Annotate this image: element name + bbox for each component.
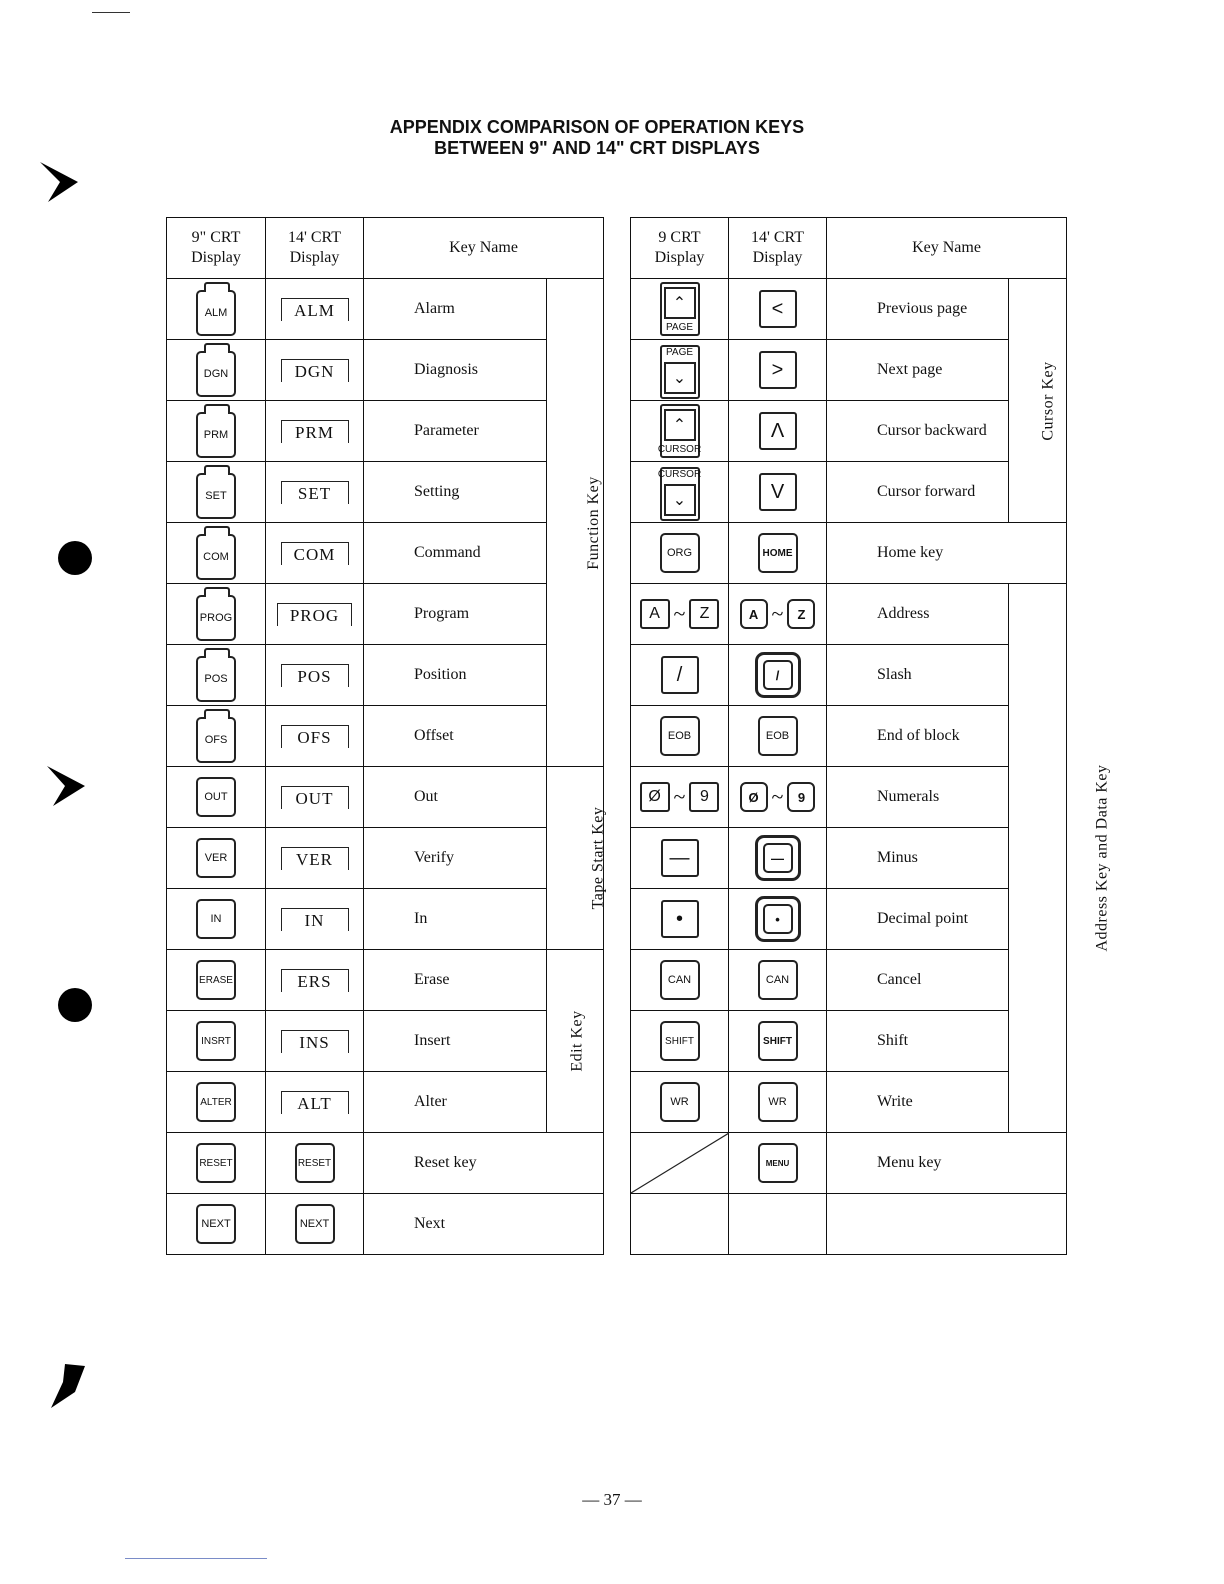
table-row xyxy=(631,767,1067,828)
key-14-reset: RESET xyxy=(295,1143,335,1183)
key-14-prog: PROG xyxy=(277,603,352,626)
footer-rule xyxy=(125,1558,267,1559)
key-9-ofs: OFS xyxy=(196,717,236,763)
table-row xyxy=(631,1072,1067,1133)
key-name: In xyxy=(364,889,547,950)
key-14-cursor-back: Λ xyxy=(759,412,797,450)
page-down-key-9: PAGE ⌄ xyxy=(660,345,700,399)
key-name: Menu key xyxy=(827,1133,1067,1194)
key-14-address-range: A ~ Z xyxy=(740,599,816,629)
table-row xyxy=(167,1011,604,1072)
table-row xyxy=(631,584,1067,645)
key-14-minus: — xyxy=(755,835,801,881)
right-key-table xyxy=(630,217,1111,1255)
table-row xyxy=(167,1194,604,1255)
key-name: Write xyxy=(827,1072,1009,1133)
empty-cell xyxy=(827,1194,1067,1255)
table-row xyxy=(631,1011,1067,1072)
key-14-ver: VER xyxy=(281,847,349,870)
key-name: Out xyxy=(364,767,547,828)
group-cursor-key: Cursor Key xyxy=(1009,279,1067,523)
key-9-next: NEXT xyxy=(196,1204,236,1244)
key-9-address-range: A ~ Z xyxy=(640,599,720,629)
key-9-prog: PROG xyxy=(196,595,236,641)
key-9-prm: PRM xyxy=(196,412,236,458)
key-14-prm: PRM xyxy=(281,420,349,443)
table-row xyxy=(631,828,1067,889)
key-name: Slash xyxy=(827,645,1009,706)
chevron-bullet-icon xyxy=(45,1362,89,1412)
title-line-2: BETWEEN 9" AND 14" CRT DISPLAYS xyxy=(434,138,760,158)
key-14-home: HOME xyxy=(758,533,798,573)
group-tape-start-key: Tape Start Key xyxy=(547,767,604,950)
key-14-eob: EOB xyxy=(758,716,798,756)
key-9-slash: / xyxy=(661,656,699,694)
down-arrow-icon: ⌄ xyxy=(664,362,696,394)
group-function-key: Function Key xyxy=(547,279,604,767)
key-name: Position xyxy=(364,645,547,706)
group-address-data-key: Address Key and Data Key xyxy=(1009,584,1067,1133)
up-arrow-icon: ⌃ xyxy=(664,287,696,319)
table-row xyxy=(167,950,604,1011)
header-14crt: 14' CRT Display xyxy=(266,218,364,279)
key-9-numeral-range: Ø ~ 9 xyxy=(640,782,720,812)
header-9crt: 9" CRT Display xyxy=(167,218,266,279)
key-name: Parameter xyxy=(364,401,547,462)
key-name: Shift xyxy=(827,1011,1009,1072)
key-9-minus: — xyxy=(661,839,699,877)
header-key-name: Key Name xyxy=(364,218,604,279)
key-name: Alarm xyxy=(364,279,547,340)
left-key-table xyxy=(166,217,607,1255)
table-row xyxy=(167,340,604,401)
table-row xyxy=(631,462,1067,523)
key-14-decimal: • xyxy=(755,896,801,942)
page-number: — 37 — xyxy=(582,1490,642,1509)
key-9-in: IN xyxy=(196,899,236,939)
key-name: End of block xyxy=(827,706,1009,767)
key-9-can: CAN xyxy=(660,960,700,1000)
key-name: Insert xyxy=(364,1011,547,1072)
key-14-next: NEXT xyxy=(295,1204,335,1244)
key-name: Minus xyxy=(827,828,1009,889)
down-arrow-icon: ⌄ xyxy=(664,484,696,516)
page-up-key-9: ⌃ PAGE xyxy=(660,282,700,336)
key-9-erase: ERASE xyxy=(196,960,236,1000)
table-row xyxy=(631,523,1067,584)
cursor-down-key-9: CURSOR ⌄ xyxy=(660,467,700,521)
dot-bullet-icon xyxy=(58,541,92,575)
empty-cell xyxy=(631,1194,729,1255)
table-row xyxy=(167,1133,604,1194)
key-name: Offset xyxy=(364,706,547,767)
key-name: Decimal point xyxy=(827,889,1009,950)
table-row xyxy=(167,645,604,706)
key-name: Alter xyxy=(364,1072,547,1133)
cursor-up-key-9: ⌃ CURSOR xyxy=(660,404,700,458)
key-9-reset: RESET xyxy=(196,1143,236,1183)
key-name: Previous page xyxy=(827,279,1009,340)
key-name: Address xyxy=(827,584,1009,645)
key-14-menu: MENU xyxy=(758,1143,798,1183)
chevron-bullet-icon xyxy=(38,160,82,204)
key-9-insrt: INSRT xyxy=(196,1021,236,1061)
chevron-bullet-icon xyxy=(45,764,89,808)
key-14-wr: WR xyxy=(758,1082,798,1122)
key-9-decimal: • xyxy=(661,900,699,938)
key-name: Command xyxy=(364,523,547,584)
key-14-alt: ALT xyxy=(281,1091,349,1114)
key-14-in: IN xyxy=(281,908,349,931)
key-9-wr: WR xyxy=(660,1082,700,1122)
header-key-name: Key Name xyxy=(827,218,1067,279)
header-14crt: 14' CRT Display xyxy=(729,218,827,279)
key-14-slash: / xyxy=(755,652,801,698)
key-name: Diagnosis xyxy=(364,340,547,401)
header-9crt: 9 CRT Display xyxy=(631,218,729,279)
key-9-alm: ALM xyxy=(196,290,236,336)
table-row xyxy=(167,401,604,462)
key-14-ers: ERS xyxy=(281,969,349,992)
key-14-numeral-range: Ø ~ 9 xyxy=(740,782,816,812)
key-9-set: SET xyxy=(196,473,236,519)
table-row xyxy=(631,340,1067,401)
group-edit-key: Edit Key xyxy=(547,950,604,1133)
up-arrow-icon: ⌃ xyxy=(664,409,696,441)
table-row xyxy=(631,889,1067,950)
key-9-shift: SHIFT xyxy=(660,1021,700,1061)
table-row xyxy=(631,706,1067,767)
key-9-pos: POS xyxy=(196,656,236,702)
key-name: Reset key xyxy=(364,1133,604,1194)
key-name: Home key xyxy=(827,523,1067,584)
diagonal-strike-icon xyxy=(631,1133,729,1193)
key-9-alter: ALTER xyxy=(196,1082,236,1122)
key-9-out: OUT xyxy=(196,777,236,817)
table-row xyxy=(631,1194,1067,1255)
key-name: Next page xyxy=(827,340,1009,401)
key-14-next-page: > xyxy=(759,351,797,389)
table-row xyxy=(631,279,1067,340)
table-row xyxy=(167,767,604,828)
key-9-dgn: DGN xyxy=(196,351,236,397)
table-row xyxy=(167,584,604,645)
key-9-ver: VER xyxy=(196,838,236,878)
table-row xyxy=(167,279,604,340)
table-row xyxy=(167,523,604,584)
table-row xyxy=(631,1133,1067,1194)
key-name: Cursor forward xyxy=(827,462,1009,523)
table-row xyxy=(167,828,604,889)
table-row xyxy=(631,950,1067,1011)
key-9-eob: EOB xyxy=(660,716,700,756)
key-14-prev-page: < xyxy=(759,290,797,328)
scan-mark xyxy=(92,12,130,13)
key-name: Verify xyxy=(364,828,547,889)
key-name: Program xyxy=(364,584,547,645)
key-14-out: OUT xyxy=(281,786,349,809)
key-14-ins: INS xyxy=(281,1030,349,1053)
key-name: Cursor backward xyxy=(827,401,1009,462)
dot-bullet-icon xyxy=(58,988,92,1022)
key-14-pos: POS xyxy=(281,664,349,687)
table-row xyxy=(631,401,1067,462)
key-name: Numerals xyxy=(827,767,1009,828)
table-row xyxy=(167,706,604,767)
key-14-set: SET xyxy=(281,481,349,504)
key-14-dgn: DGN xyxy=(281,359,349,382)
empty-cell xyxy=(729,1194,827,1255)
key-9-none xyxy=(631,1133,729,1194)
key-name: Next xyxy=(364,1194,604,1255)
key-14-com: COM xyxy=(281,542,349,565)
key-name: Cancel xyxy=(827,950,1009,1011)
title-line-1: APPENDIX COMPARISON OF OPERATION KEYS xyxy=(389,117,805,137)
key-14-can: CAN xyxy=(758,960,798,1000)
key-14-cursor-fwd: V xyxy=(759,473,797,511)
table-row xyxy=(167,462,604,523)
table-row xyxy=(167,889,604,950)
key-14-shift: SHIFT xyxy=(758,1021,798,1061)
key-14-ofs: OFS xyxy=(281,725,349,748)
key-name: Setting xyxy=(364,462,547,523)
key-9-com: COM xyxy=(196,534,236,580)
key-9-org: ORG xyxy=(660,533,700,573)
key-name: Erase xyxy=(364,950,547,1011)
table-row xyxy=(167,1072,604,1133)
key-14-alm: ALM xyxy=(281,298,349,321)
table-row xyxy=(631,645,1067,706)
